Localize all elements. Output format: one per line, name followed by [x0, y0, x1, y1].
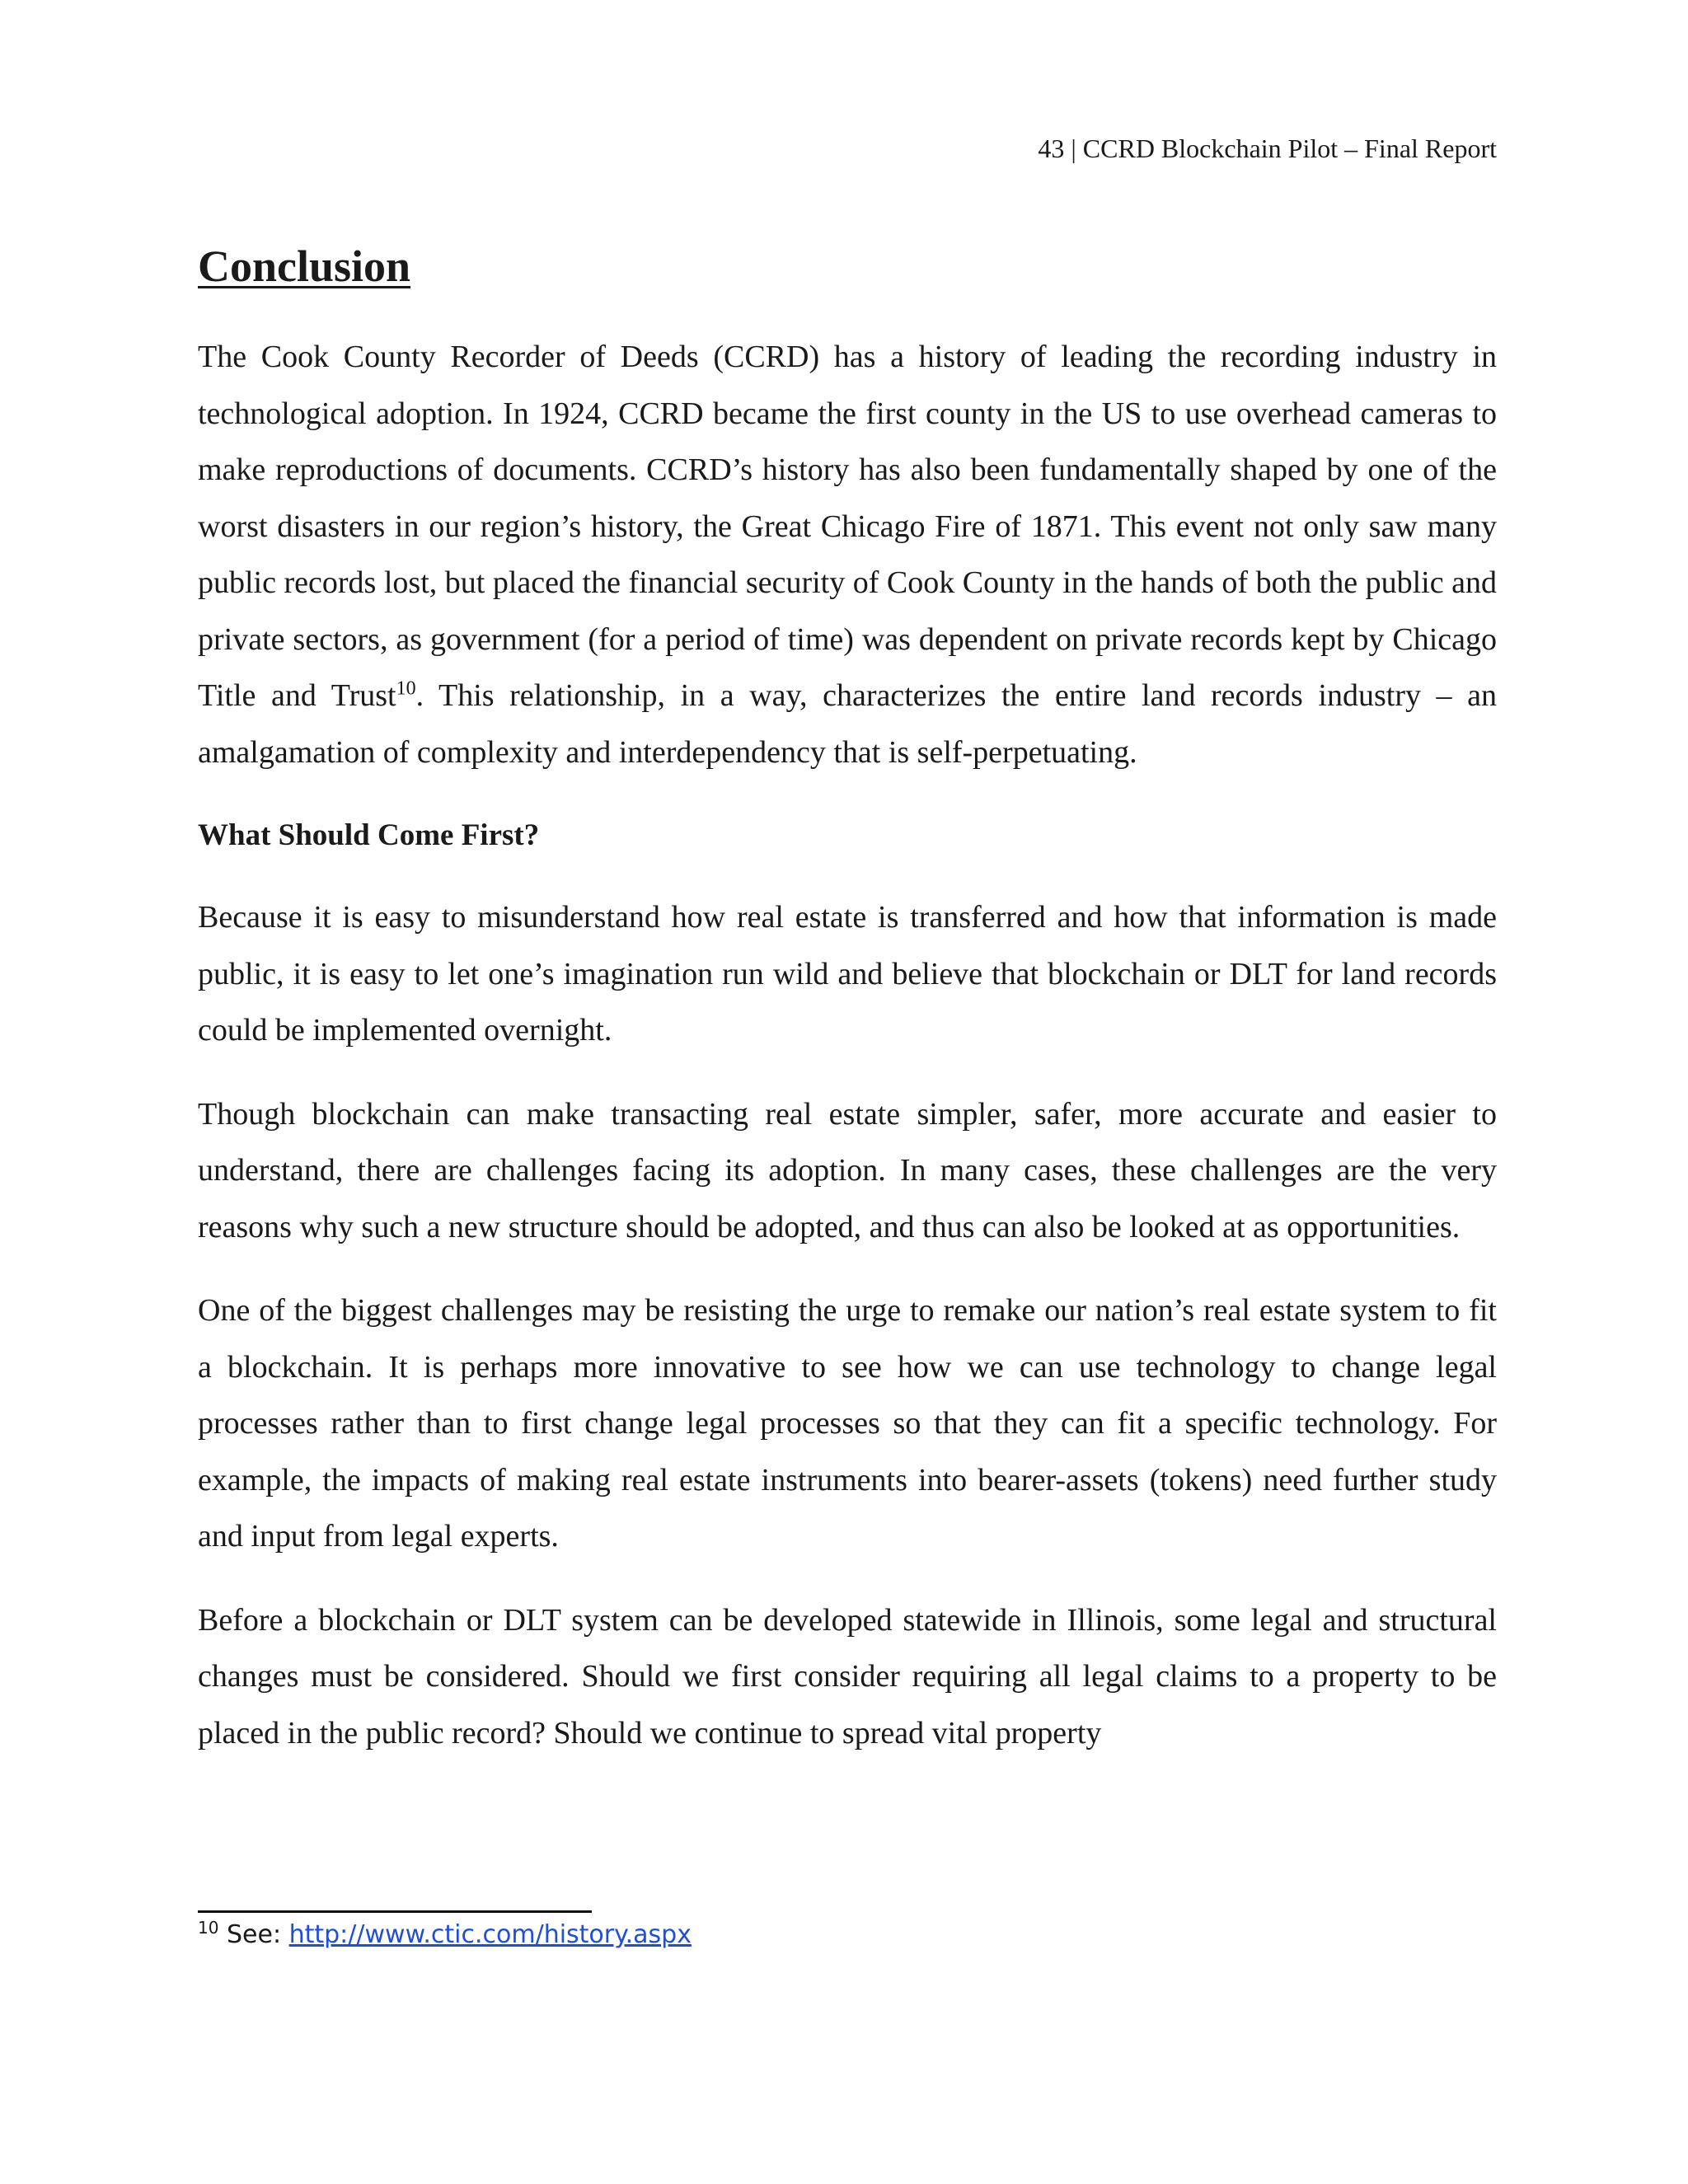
footnote-divider: [198, 1910, 592, 1913]
page-header: 43 | CCRD Blockchain Pilot – Final Report: [1038, 134, 1497, 163]
body-paragraph-3: One of the biggest challenges may be resisting the urge to remake our nation’s real estate system to fit a blockchain. It is perhaps more innovative to see how we can use technology to change legal processes rather than to first change legal processes so that they can fit a specific technology. For example, the impacts of making real estate instruments into bearer-assets (tokens) need further study and input from legal experts.: [198, 1293, 1497, 1554]
body-paragraph-2: Though blockchain can make transacting real estate simpler, safer, more accurate and easier to understand, there are challenges facing its adoption. In many cases, these challenges are the very reasons why such a new structure should be adopted, and thus can also be looked at as opportunities.: [198, 1096, 1497, 1244]
main-content: [198, 235, 1497, 1788]
body-paragraph-1: Because it is easy to misunderstand how real estate is transferred and how that information is made public, it is easy to let one’s imagination run wild and believe that blockchain or DLT for land records could be implemented overnight.: [198, 900, 1497, 1047]
section-heading: What Should Come First?: [198, 818, 540, 852]
intro-paragraph: [198, 329, 1497, 780]
page-title: Conclusion: [198, 241, 411, 291]
footnote-link[interactable]: http://www.ctic.com/history.aspx: [288, 1920, 692, 1949]
intro-text-end: . This relationship, in a way, characterizes the entire land records industry – an amalgamation of complexity and interdependency that is self-perpetuating.: [198, 678, 1497, 770]
footnote-prefix: See:: [218, 1920, 289, 1949]
intro-text-start: The Cook County Recorder of Deeds (CCRD) has a history of leading the recording industry in technological adoption. In 1924, CCRD became the first county in the US to use overhead cameras to make reproductions of documents. CCRD’s history has also been fundamentally shaped by one of the worst disasters in our region’s history, the Great Chicago Fire of 1871. This event not only saw many public records lost, but placed the financial security of Cook County in the hands of both the public and private sectors, as government (for a period of time) was dependent on private records kept by Chicago Title and Trust: [198, 340, 1497, 713]
footnote-number: 10: [198, 1918, 219, 1938]
footnote-reference: 10: [396, 677, 416, 700]
footnote: [198, 1919, 692, 1952]
body-paragraph-4: Before a blockchain or DLT system can be developed statewide in Illinois, some legal and structural changes must be considered. Should we first consider requiring all legal claims to a property to be placed in the public record? Should we continue to spread vital property: [198, 1602, 1497, 1750]
